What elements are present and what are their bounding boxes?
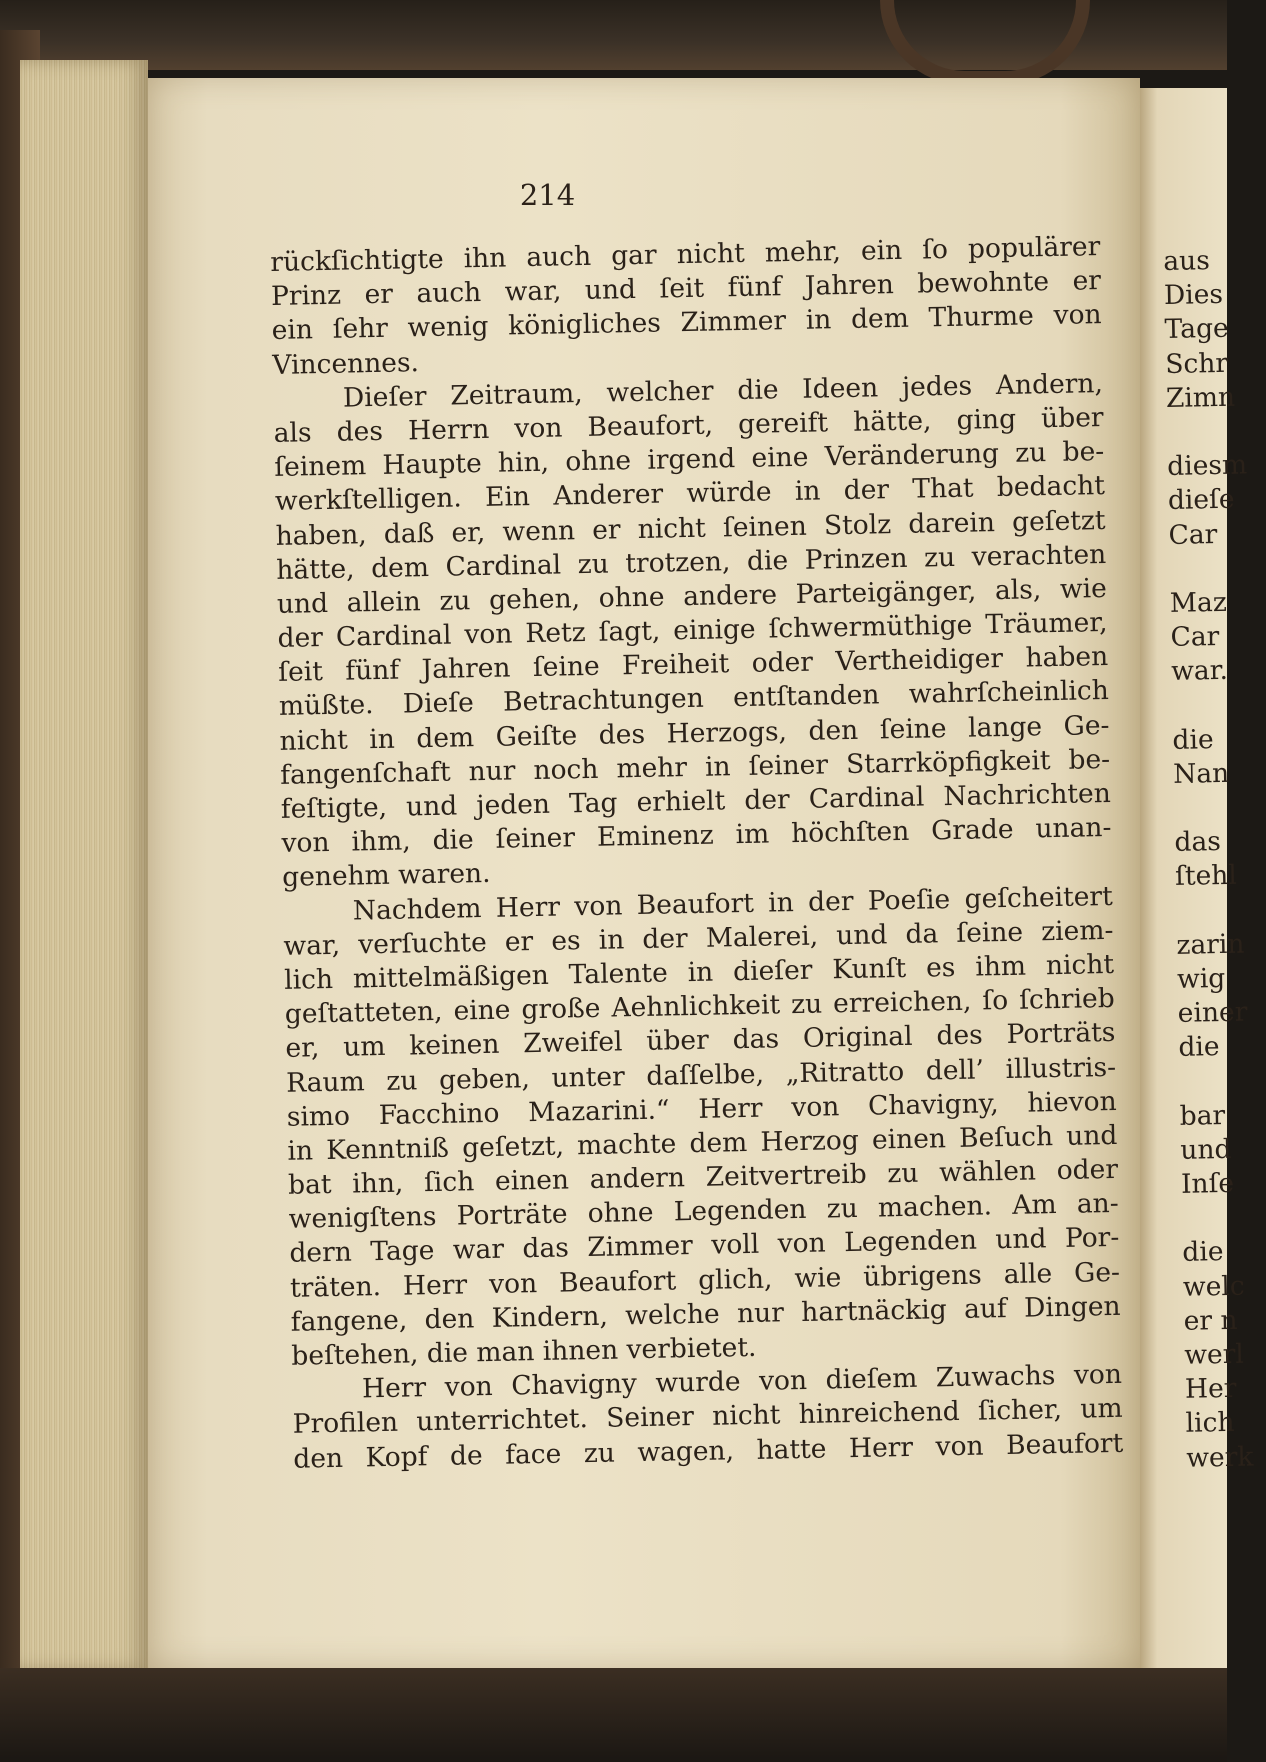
text-line: den Kopf de face zu wagen, hatte Herr von Beaufort bbox=[293, 1427, 1124, 1475]
text-line: simo Facchino Mazarini.“ Herr von Chavigny, hievon bbox=[286, 1085, 1117, 1133]
text-line: Vincennes. bbox=[272, 346, 420, 381]
facing-text-fragment: die bbox=[1172, 723, 1214, 756]
text-line: lich mittelmäßigen Talente in dieſer Kunſt es ihm nicht bbox=[283, 948, 1115, 996]
facing-text-fragment: und bbox=[1180, 1133, 1232, 1166]
text-line: war, verſuchte er es in der Malerei, und da ſeine ziem- bbox=[283, 914, 1114, 962]
page-number: 214 bbox=[519, 178, 576, 212]
facing-text-fragment: werl bbox=[1184, 1338, 1245, 1371]
text-line: Herr von Chavigny wurde von dieſem Zuwachs von bbox=[361, 1359, 1123, 1405]
facing-text-fragment: Maz bbox=[1169, 586, 1228, 619]
facing-text-fragment: Dies bbox=[1163, 279, 1224, 312]
text-line: nicht in dem Geiſte des Herzogs, den ſeine lange Ge- bbox=[279, 709, 1110, 757]
facing-text-fragment: aus bbox=[1163, 245, 1211, 277]
text-line: geſtatteten, eine große Aehnlichkeit zu erreichen, ſo ſchrieb bbox=[284, 983, 1115, 1030]
text-line: werkſtelligen. Ein Anderer würde in der That bedacht bbox=[274, 470, 1106, 518]
facing-text-fragment: die bbox=[1182, 1236, 1224, 1269]
text-line: in Kenntniß geſetzt, machte dem Herzog einen Beſuch und bbox=[287, 1119, 1118, 1167]
body-text bbox=[270, 230, 1123, 1476]
text-line: von ihm, die ſeiner Eminenz im höchſten Grade unan- bbox=[281, 812, 1112, 860]
text-line: Prinz er auch war, und ſeit fünf Jahren bewohnte er bbox=[270, 265, 1102, 313]
facing-text-fragment bbox=[1174, 791, 1245, 827]
text-line: beſtehen, die man ihnen verbietet. bbox=[291, 1331, 757, 1372]
facing-text-fragment: war. bbox=[1170, 655, 1229, 688]
text-line: fangene, den Kindern, welche nur hartnäckig auf Dingen bbox=[290, 1290, 1121, 1338]
facing-text-fragment: Tage bbox=[1164, 313, 1229, 346]
facing-text-fragment: wig bbox=[1176, 962, 1226, 995]
text-line: dern Tage war das Zimmer voll von Legenden und Por- bbox=[289, 1222, 1120, 1270]
facing-text-fragment: die bbox=[1178, 1031, 1220, 1064]
text-line: er, um keinen Zweifel über das Original des Porträts bbox=[285, 1017, 1116, 1065]
text-line: ſeinem Haupte hin, ohne irgend eine Veränderung zu be- bbox=[274, 436, 1105, 484]
facing-text-fragment: dieſe bbox=[1167, 483, 1235, 517]
text-line: genehm waren. bbox=[281, 858, 491, 894]
facing-text-fragment: bar bbox=[1179, 1099, 1226, 1132]
text-line: Profilen unterrichtet. Seiner nicht hinreichend ſicher, um bbox=[292, 1393, 1123, 1441]
text-line: feſtigte, und jeden Tag erhielt der Cardinal Nachrichten bbox=[280, 777, 1112, 825]
text-line: rückſichtigte ihn auch gar nicht mehr, ein ſo populärer bbox=[270, 231, 1101, 278]
facing-text-fragment bbox=[1181, 1201, 1252, 1237]
facing-text-fragment: ſtehl bbox=[1174, 860, 1238, 893]
text-line: haben, daß er, wenn er nicht ſeinen Stolz darein geſetzt bbox=[275, 504, 1106, 552]
book-binding-bottom bbox=[0, 1668, 1227, 1762]
facing-text-fragment bbox=[1166, 415, 1237, 451]
facing-text-fragment: Her bbox=[1184, 1372, 1237, 1405]
facing-text-fragment: das bbox=[1174, 826, 1222, 859]
text-line: Dieſer Zeitraum, welcher die Ideen jedes Andern, bbox=[342, 367, 1104, 414]
text-line: fangenſchaft nur noch mehr in ſeiner Starrköpfigkeit be- bbox=[279, 743, 1111, 791]
facing-text-fragment bbox=[1169, 551, 1240, 587]
text-line: der Cardinal von Retz ſagt, einige ſchwermüthige Träumer, bbox=[277, 607, 1108, 654]
text-line: hätte, dem Cardinal zu trotzen, die Prinzen zu verachten bbox=[276, 538, 1107, 586]
facing-text-fragment: einer bbox=[1177, 996, 1248, 1029]
facing-text-fragment: Car bbox=[1170, 621, 1220, 653]
page-stack-edges bbox=[20, 60, 148, 1670]
facing-text-fragment: welc bbox=[1182, 1270, 1245, 1303]
facing-text-fragment: diesm bbox=[1166, 449, 1248, 483]
facing-text-fragment bbox=[1172, 688, 1243, 724]
text-line: müßte. Dieſe Betrachtungen entſtanden wahrſcheinlich bbox=[278, 675, 1110, 723]
text-line: Raum zu geben, unter daſſelbe, „Ritratto dell’ illustris- bbox=[285, 1051, 1117, 1099]
facing-text-fragment: werk bbox=[1185, 1441, 1254, 1474]
text-line: als des Herrn von Beaufort, gereift hätte, ging über bbox=[273, 401, 1104, 449]
facing-text-fragment: Schr bbox=[1164, 347, 1229, 380]
text-line: Nachdem Herr von Beaufort in der Poeſie geſcheitert bbox=[352, 880, 1114, 927]
facing-text-fragment: er n bbox=[1183, 1304, 1238, 1337]
text-line: bat ihn, ſich einen andern Zeitvertreib zu wählen oder bbox=[287, 1153, 1119, 1201]
text-line: ſeit fünf Jahren ſeine Freiheit oder Vertheidiger haben bbox=[277, 641, 1109, 689]
facing-text-fragment: Zimn bbox=[1165, 381, 1236, 414]
text-line: wenigſtens Porträte ohne Legenden zu machen. Am an- bbox=[288, 1188, 1119, 1236]
text-line: und allein zu gehen, ohne andere Parteigänger, als, wie bbox=[276, 572, 1108, 620]
facing-text-fragment bbox=[1175, 893, 1246, 929]
facing-text-fragment: zarin bbox=[1176, 928, 1245, 961]
facing-text-fragment: Nan bbox=[1172, 757, 1230, 790]
text-line: träten. Herr von Beaufort glich, wie übrigens alle Ge- bbox=[289, 1256, 1121, 1304]
bookmark-cord bbox=[880, 0, 1090, 85]
facing-text-fragment bbox=[1179, 1064, 1250, 1100]
facing-text-fragment: lich bbox=[1185, 1407, 1235, 1440]
text-line: ein ſehr wenig königliches Zimmer in dem Thurme von bbox=[271, 299, 1102, 347]
facing-text-fragment: Inſe bbox=[1180, 1167, 1235, 1200]
facing-text-fragment: Car bbox=[1168, 518, 1218, 551]
